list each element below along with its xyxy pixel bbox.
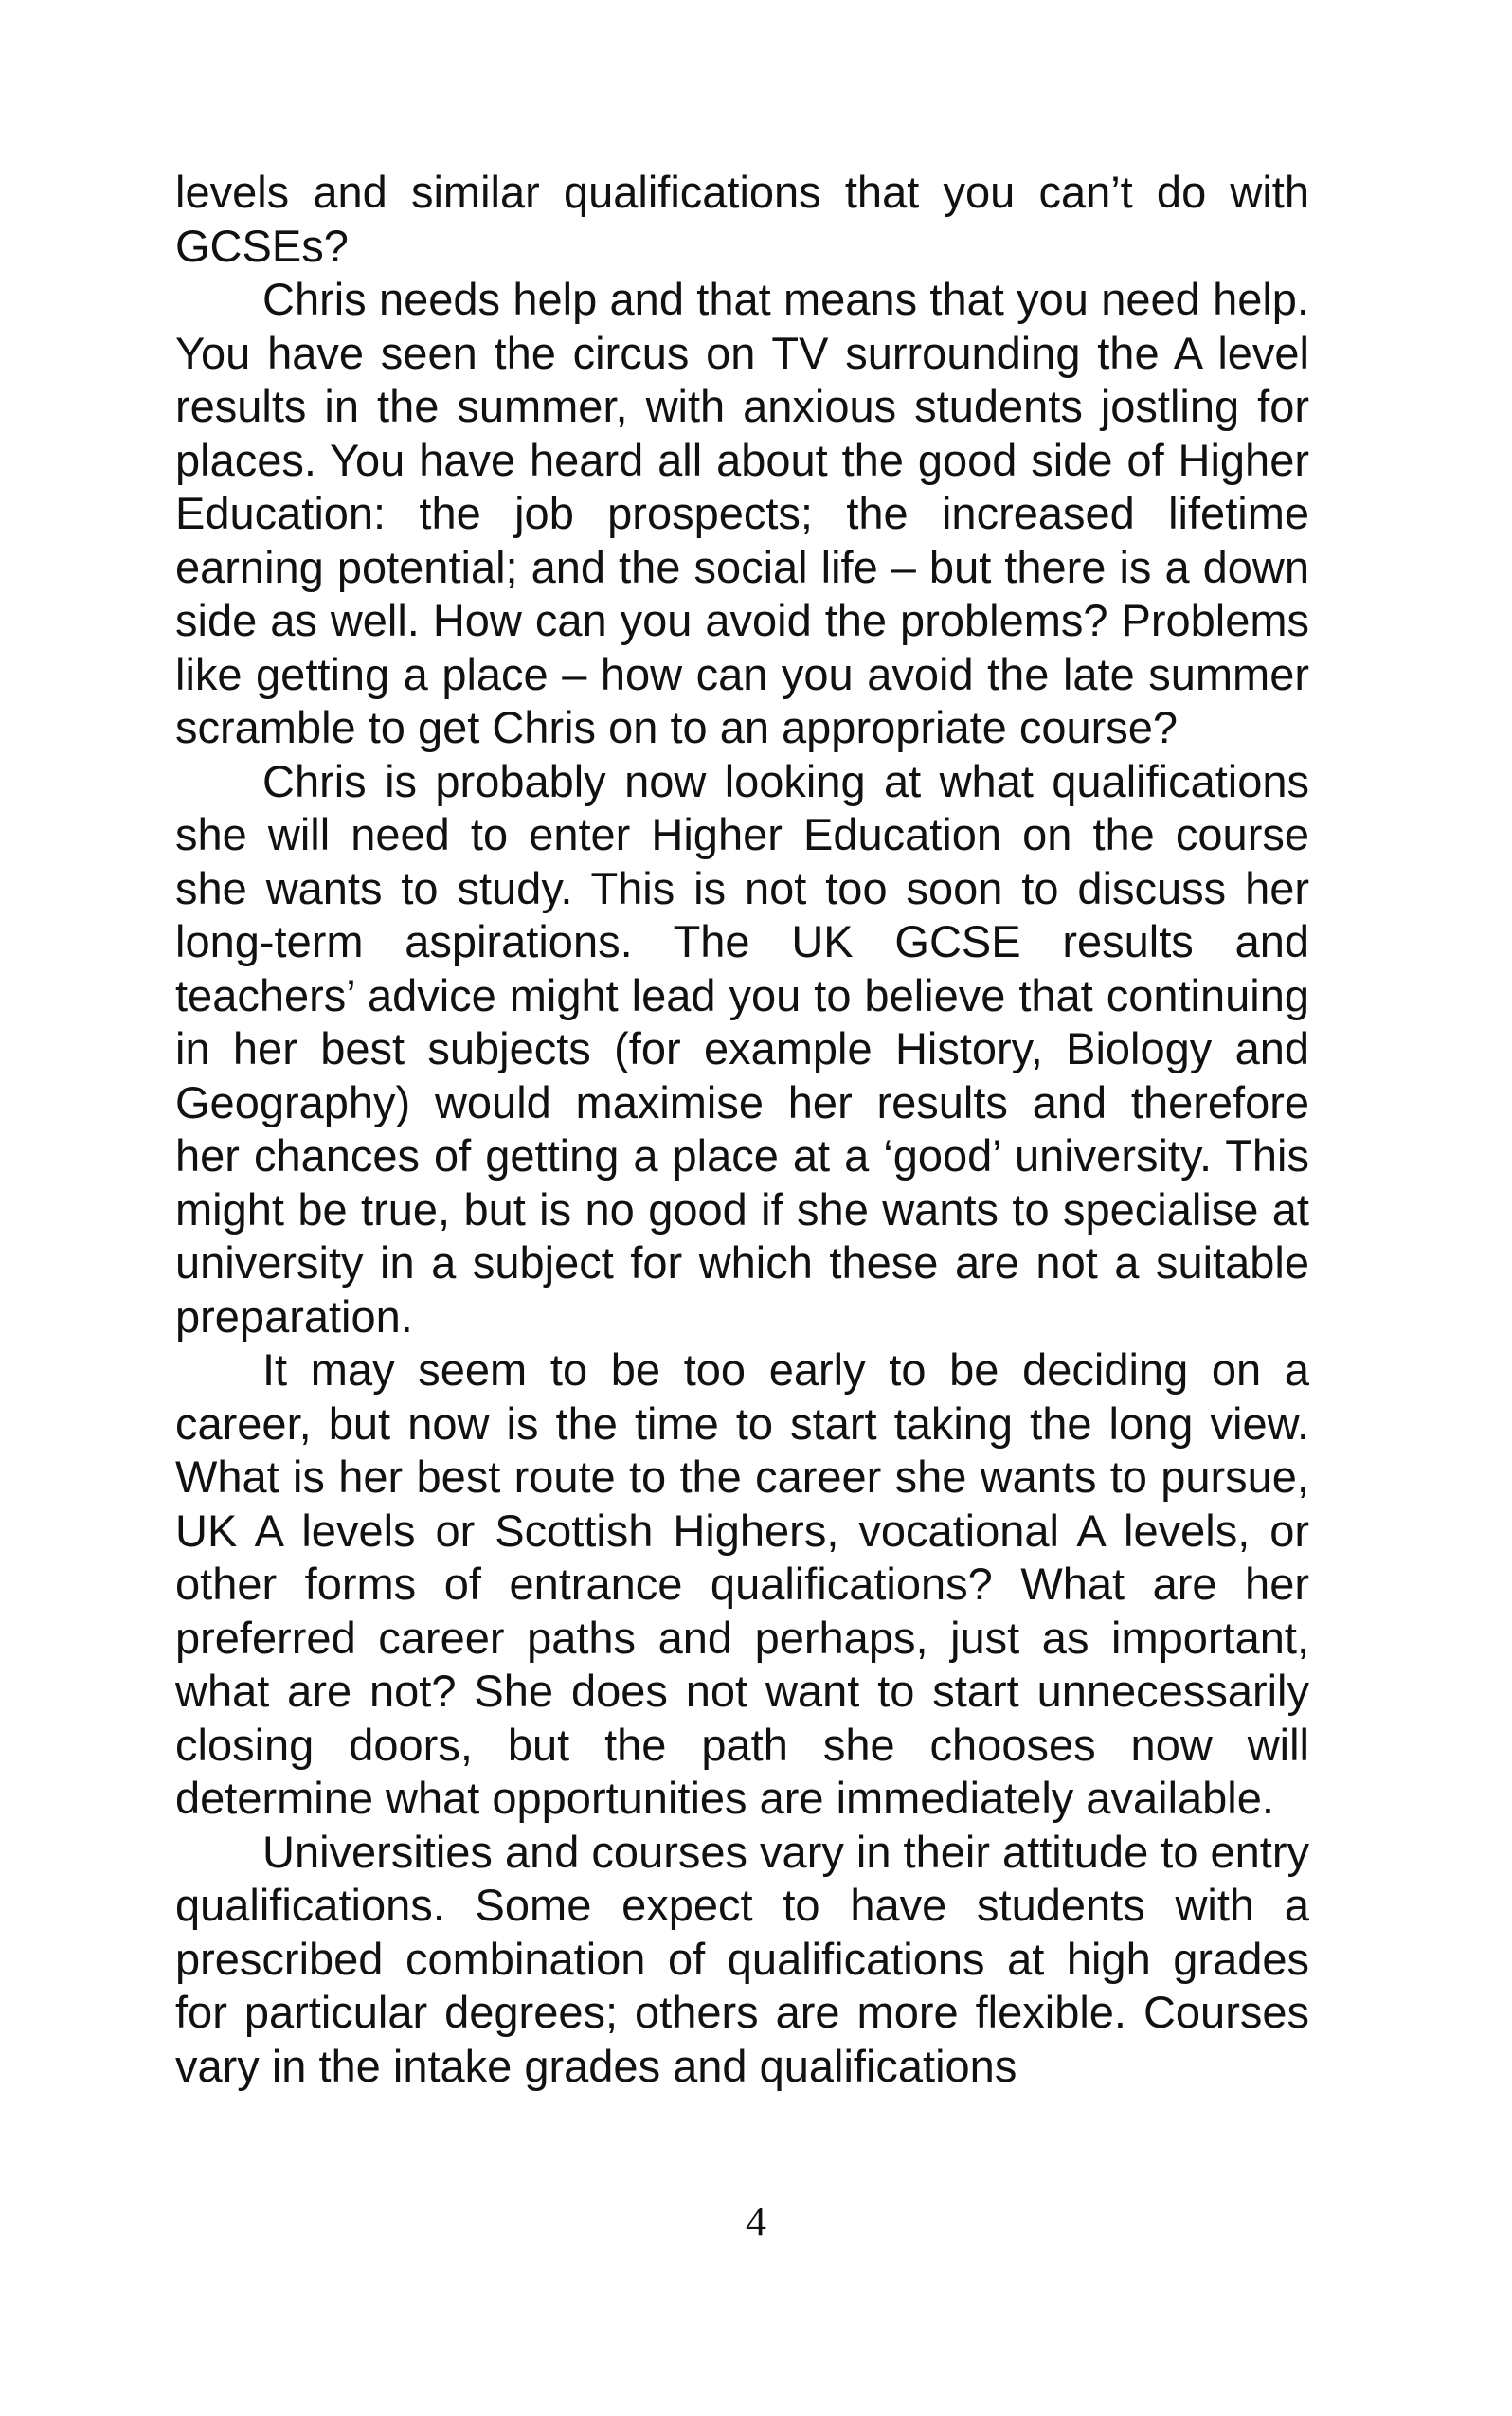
paragraph-qualifications: Chris is probably now looking at what qualifications she will need to enter Higher Education on the course she wants to study. This is not too soon to discuss her long-term aspirations. The UK GCSE results and teachers’ advice might lead you to believe that continuing in her best subjects (for example History, Biology and Geography) would maximise her results and therefore her chances of getting a place at a ‘good’ university. This might be true, but is no good if she wants to specialise at university in a subject for which these are not a suitable preparation. [175, 755, 1309, 1342]
paragraph-chris-needs-help: Chris needs help and that means that you need help. You have seen the circus on TV surrounding the A level results in the summer, with anxious students jostling for places. You have heard all about the good side of Higher Education: the job prospects; the increased lifetime earning potential; and the social life – but there is a down side as well. How can you avoid the problems? Problems like getting a place – how can you avoid the late summer scramble to get Chris on to an appropriate course? [175, 274, 1309, 752]
page-number: 4 [746, 2198, 766, 2245]
paragraph-universities: Universities and courses vary in their attitude to entry qualifications. Some expect to have students with a prescribed combination of qualifications at high grades for particular degrees; others are more flexible. Courses vary in the intake grades and qualifications [175, 1826, 1310, 2091]
page-body [175, 166, 1309, 2093]
paragraph-career: It may seem to be too early to be deciding on a career, but now is the time to start taking the long view. What is her best route to the career she wants to pursue, UK A levels or Scottish Highers, vocational A levels, or other forms of entrance qualifications? What are her preferred career paths and perhaps, just as important, what are not? She does not want to start unnecessarily closing doors, but the path she chooses now will determine what opportunities are immediately available. [175, 1344, 1309, 1823]
paragraph-continued: levels and similar qualifications that you can’t do with GCSEs? [175, 167, 1309, 271]
